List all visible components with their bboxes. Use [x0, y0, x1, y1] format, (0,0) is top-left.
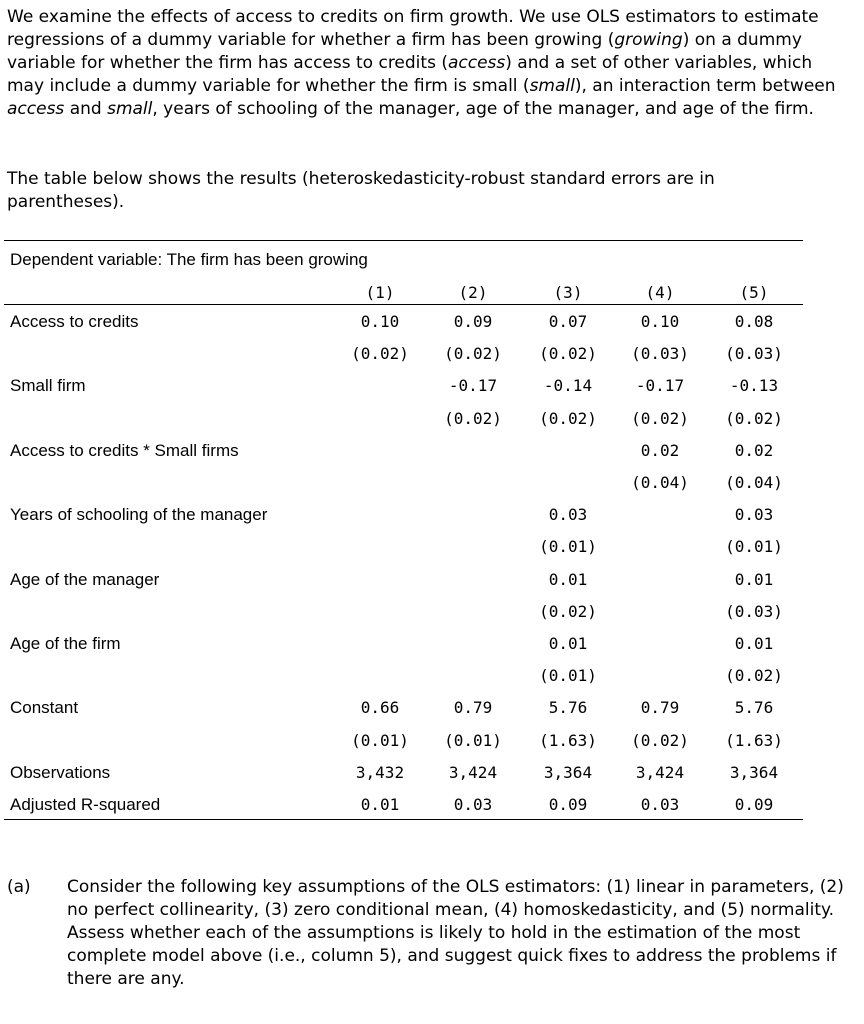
row-label: Access to credits * Small firms — [10, 440, 239, 460]
standard-error-cell: (0.03) — [725, 601, 783, 621]
row-label: Small firm — [10, 376, 86, 396]
standard-error-cell: (1.63) — [725, 730, 783, 750]
var-growing: growing — [614, 30, 683, 50]
standard-error-cell: (0.02) — [631, 730, 689, 750]
stat-cell: 0.03 — [640, 795, 680, 814]
standard-error-cell: (0.01) — [539, 537, 597, 557]
row-label: Access to credits — [10, 312, 139, 331]
question-number: (a) — [7, 877, 31, 897]
coefficient-cell: 0.07 — [548, 312, 588, 331]
var-access: access — [447, 53, 506, 73]
coefficient-cell: 0.03 — [734, 505, 774, 525]
row-label: Years of schooling of the manager — [10, 505, 268, 525]
standard-error-cell: (0.03) — [725, 344, 783, 364]
coefficient-cell: 0.01 — [548, 569, 588, 589]
coefficient-cell: 0.01 — [548, 634, 588, 653]
row-label: Age of the firm — [10, 634, 121, 653]
column-header: (1) — [365, 283, 395, 302]
row-label: Constant — [10, 698, 79, 718]
intro-text: ) on a dummy variable for whether the firm has access to credits ( — [7, 30, 802, 73]
standard-error-cell: (0.03) — [631, 344, 689, 364]
standard-error-cell: (0.04) — [631, 473, 689, 492]
question-text: Consider the following key assumptions of the OLS estimators: (1) linear in parameters, (2) no perfect collinearity, (3) zero conditional mean, (4) homoskedasticity, and (5) normality. Assess whether each of the assumptions is likely to hold in the estimation of the most complete model above (i.e., column 5), and suggest quick fixes to address the problems if there are any. — [67, 877, 844, 989]
standard-error-cell: (0.02) — [539, 344, 597, 364]
coefficient-cell: 0.10 — [360, 312, 400, 331]
standard-error-cell: (0.02) — [444, 408, 502, 428]
standard-error-cell: (0.01) — [351, 730, 409, 750]
coefficient-cell: 0.10 — [640, 312, 680, 331]
coefficient-cell: 0.09 — [453, 312, 493, 331]
intro-text: We examine the effects of access to credits on firm growth. We use OLS estimators to estimate regressions of a dummy variable for whether a firm has been growing ( — [7, 7, 819, 50]
coefficient-cell: 0.79 — [640, 698, 680, 718]
coefficient-cell: 0.08 — [734, 312, 774, 331]
stat-cell: 3,424 — [448, 762, 498, 782]
dependent-variable-label: Dependent variable: The firm has been growing — [10, 250, 368, 269]
standard-error-cell: (0.02) — [539, 601, 597, 621]
coefficient-cell: 5.76 — [734, 698, 774, 718]
stat-cell: 3,364 — [543, 762, 593, 782]
column-header: (2) — [458, 283, 488, 302]
table-top-rule — [4, 240, 803, 241]
stat-cell: 3,364 — [729, 762, 779, 782]
intro-text: , years of schooling of the manager, age of the manager, and age of the firm. — [152, 99, 814, 119]
var-small: small — [107, 99, 153, 119]
stat-cell: 0.09 — [548, 795, 588, 814]
coefficient-cell: -0.14 — [543, 376, 593, 396]
column-header: (5) — [739, 283, 769, 302]
intro-text: ), an interaction term between — [574, 76, 836, 96]
row-label: Age of the manager — [10, 569, 160, 589]
coefficient-cell: 0.79 — [453, 698, 493, 718]
stat-label: Observations — [10, 762, 111, 782]
coefficient-cell: 0.02 — [640, 440, 680, 460]
standard-error-cell: (0.02) — [539, 408, 597, 428]
stat-cell: 3,424 — [635, 762, 685, 782]
intro-text: ) and a set of other variables, which may include a dummy variable for whether the firm is small ( — [7, 53, 813, 96]
intro-paragraph — [7, 6, 852, 121]
table-bottom-rule — [4, 819, 803, 820]
standard-error-cell: (0.01) — [725, 537, 783, 557]
coefficient-cell: 0.01 — [734, 634, 774, 653]
table-intro-line: The table below shows the results (heteroskedasticity-robust standard errors are in — [7, 169, 715, 189]
standard-error-cell: (0.01) — [539, 666, 597, 686]
standard-error-cell: (0.02) — [351, 344, 409, 364]
table-intro-paragraph — [7, 168, 852, 214]
var-small: small — [529, 76, 575, 96]
coefficient-cell: -0.13 — [729, 376, 779, 396]
coefficient-cell: 0.66 — [360, 698, 400, 718]
standard-error-cell: (1.63) — [539, 730, 597, 750]
stat-cell: 0.09 — [734, 795, 774, 814]
coefficient-cell: -0.17 — [635, 376, 685, 396]
coefficient-cell: -0.17 — [448, 376, 498, 396]
var-access: access — [7, 99, 65, 119]
coefficient-cell: 0.03 — [548, 505, 588, 525]
coefficient-cell: 0.02 — [734, 440, 774, 460]
standard-error-cell: (0.02) — [444, 344, 502, 364]
standard-error-cell: (0.04) — [725, 473, 783, 492]
column-header: (4) — [645, 283, 675, 302]
stat-cell: 0.03 — [453, 795, 493, 814]
coefficient-cell: 5.76 — [548, 698, 588, 718]
table-intro-line: parentheses). — [7, 192, 125, 212]
table-header-rule — [4, 304, 803, 305]
standard-error-cell: (0.02) — [725, 666, 783, 686]
column-header: (3) — [553, 283, 583, 302]
stat-label: Adjusted R-squared — [10, 795, 161, 814]
standard-error-cell: (0.02) — [631, 408, 689, 428]
coefficient-cell: 0.01 — [734, 569, 774, 589]
stat-cell: 3,432 — [355, 762, 405, 782]
standard-error-cell: (0.01) — [444, 730, 502, 750]
stat-cell: 0.01 — [360, 795, 400, 814]
standard-error-cell: (0.02) — [725, 408, 783, 428]
intro-text: and — [64, 99, 108, 119]
